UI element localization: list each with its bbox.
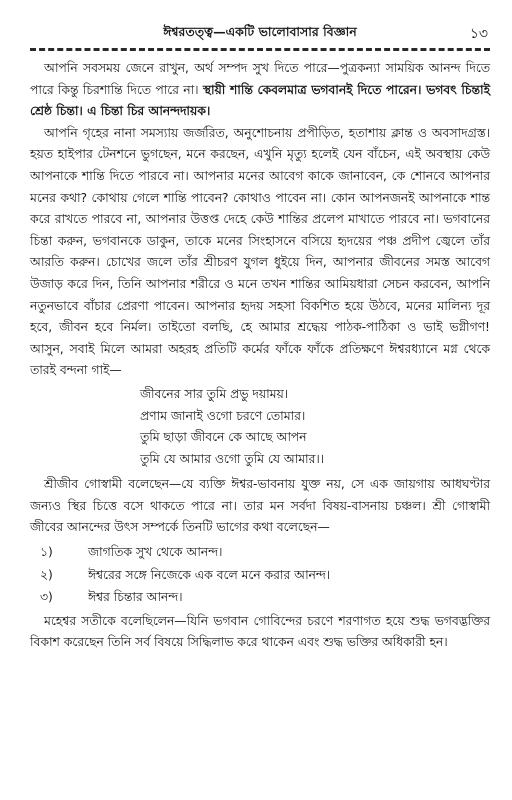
page-body xyxy=(30,58,490,654)
list-item xyxy=(30,586,490,609)
paragraph-1-bold-text: স্থায়ী শান্তি কেবলমাত্র ভগবানই দিতে পারেন। ভগবৎ চিন্তাই শ্রেষ্ঠ চিন্তা। এ চিন্তা চির আনন্দদায়ক। xyxy=(30,82,490,119)
header-divider xyxy=(30,48,490,51)
paragraph-2: আপনি গৃহের নানা সমস্যায় জর্জরিত, অনুশোচনায় প্রপীড়িত, হতাশায় ক্লান্ত ও অবসাদগ্রস্ত। হয়ত হাইপার টেনশনে ভুগছেন, মনে করছেন, এখুনি মৃত্যু হলেই যেন বাঁচেন, এই অবস্থায় কেউ আপনাকে শান্তি দিতে পারবে না। আপনার মনের আবেগ কাকে জানাবেন, কে শোনবে আপনার মনের কথা? কোথায় গেলে শান্তি পাবেন? কোথাও পাবেন না। কোন আপনজনই আপনাকে শান্ত করে রাখতে পারবে না, আপনার উত্তপ্ত দেহে কেউ শান্তির প্রলেপ মাখাতে পারবে না। ভগবানের চিন্তা করুন, ভগবানকে ডাকুন, তাকে মনের সিংহাসনে বসিয়ে হৃদয়ের পঞ্চ প্রদীপ জ্বেলে তাঁর আরতি করুন। চোখের জলে তাঁর শ্রীচরণ যুগল ধুইয়ে দিন, আপনার জীবনের সমস্ত আবেগ উজাড় করে দিন, তিনি আপনার শরীরে ও মনে তখন শান্তির আমিয়ধারা সেচন করবেন, আপনি নতুনভাবে বাঁচার প্রেরণা পাবেন। আপনার হৃদয় সহসা বিকশিত হয়ে উঠবে, মনের মালিন্য দূর হবে, জীবন হবে নির্মল। তাইতো বলছি, হে আমার শ্রদ্ধেয় পাঠক-পাঠিকা ও ভাই ভগ্নীগণ! আসুন, সবাই মিলে আমরা অহরহ প্রতিটি কর্মের ফাঁকে ফাঁকে প্রতিক্ষণে ঈশ্বরধ্যানে মগ্ন থেকে তারই বন্দনা গাই— xyxy=(30,125,490,378)
page-number: ১৩ xyxy=(469,26,488,42)
list-item-number: ২) xyxy=(40,567,53,582)
paragraph-1 xyxy=(30,58,490,123)
list-item-number: ৩) xyxy=(40,590,53,605)
list-item-number: ১) xyxy=(40,545,53,560)
verse-line: তুমি ছাড়া জীবনে কে আছে আপন xyxy=(140,430,307,445)
list-item-text: ঈশ্বরের সঙ্গে নিজেকে এক বলে মনে করার আনন্দ। xyxy=(88,567,331,582)
running-title: ঈশ্বরতত্ত্ব—একটি ভালোবাসার বিজ্ঞান xyxy=(163,24,357,39)
joy-sources-list xyxy=(30,541,490,609)
page-header xyxy=(30,20,490,48)
list-item xyxy=(30,541,490,564)
list-item xyxy=(30,564,490,587)
list-item-text: ঈশ্বর চিন্তার আনন্দ। xyxy=(88,590,183,605)
verse-line: জীবনের সার তুমি প্রভু দয়াময়। xyxy=(140,386,289,401)
verse-line: তুমি যে আমার ওগো তুমি যে আমার।। xyxy=(140,451,325,466)
verse-line: প্রণাম জানাই ওগো চরণে তোমার। xyxy=(140,408,306,423)
paragraph-3: শ্রীজীব গোস্বামী বলেছেন—যে ব্যক্তি ঈশ্বর-ভাবনায় যুক্ত নয়, সে এক জায়গায় আধঘণ্টার জন্যও স্থির চিত্তে বসে থাকতে পারে না। তার মন সর্বদা বিষয়-বাসনায় চঞ্চল। শ্রী গোস্বামী জীবের আনন্দের উৎস সম্পর্কে তিনটি ভাগের কথা বলেছেন— xyxy=(30,477,490,535)
paragraph-1-text: আপনি সবসময় জেনে রাখুন, অর্থ সম্পদ সুখ দিতে পারে—পুত্রকন্যা সাময়িক আনন্দ দিতে পারে কিন্তু চিরশান্তি দিতে পারে না। xyxy=(30,61,490,97)
verse-block xyxy=(140,384,490,470)
list-item-text: জাগতিক সুখ থেকে আনন্দ। xyxy=(88,545,223,560)
paragraph-4: মহেশ্বর সতীকে বলেছিলেন—যিনি ভগবান গোবিন্দের চরণে শরণাগত হয়ে শুদ্ধ ভগবদ্ভক্তির বিকাশ করেছেন তিনি সর্ব বিষয়ে সিদ্ধিলাভ করে থাকেন এবং শুদ্ধ ভক্তির অধিকারী হন। xyxy=(30,613,490,650)
